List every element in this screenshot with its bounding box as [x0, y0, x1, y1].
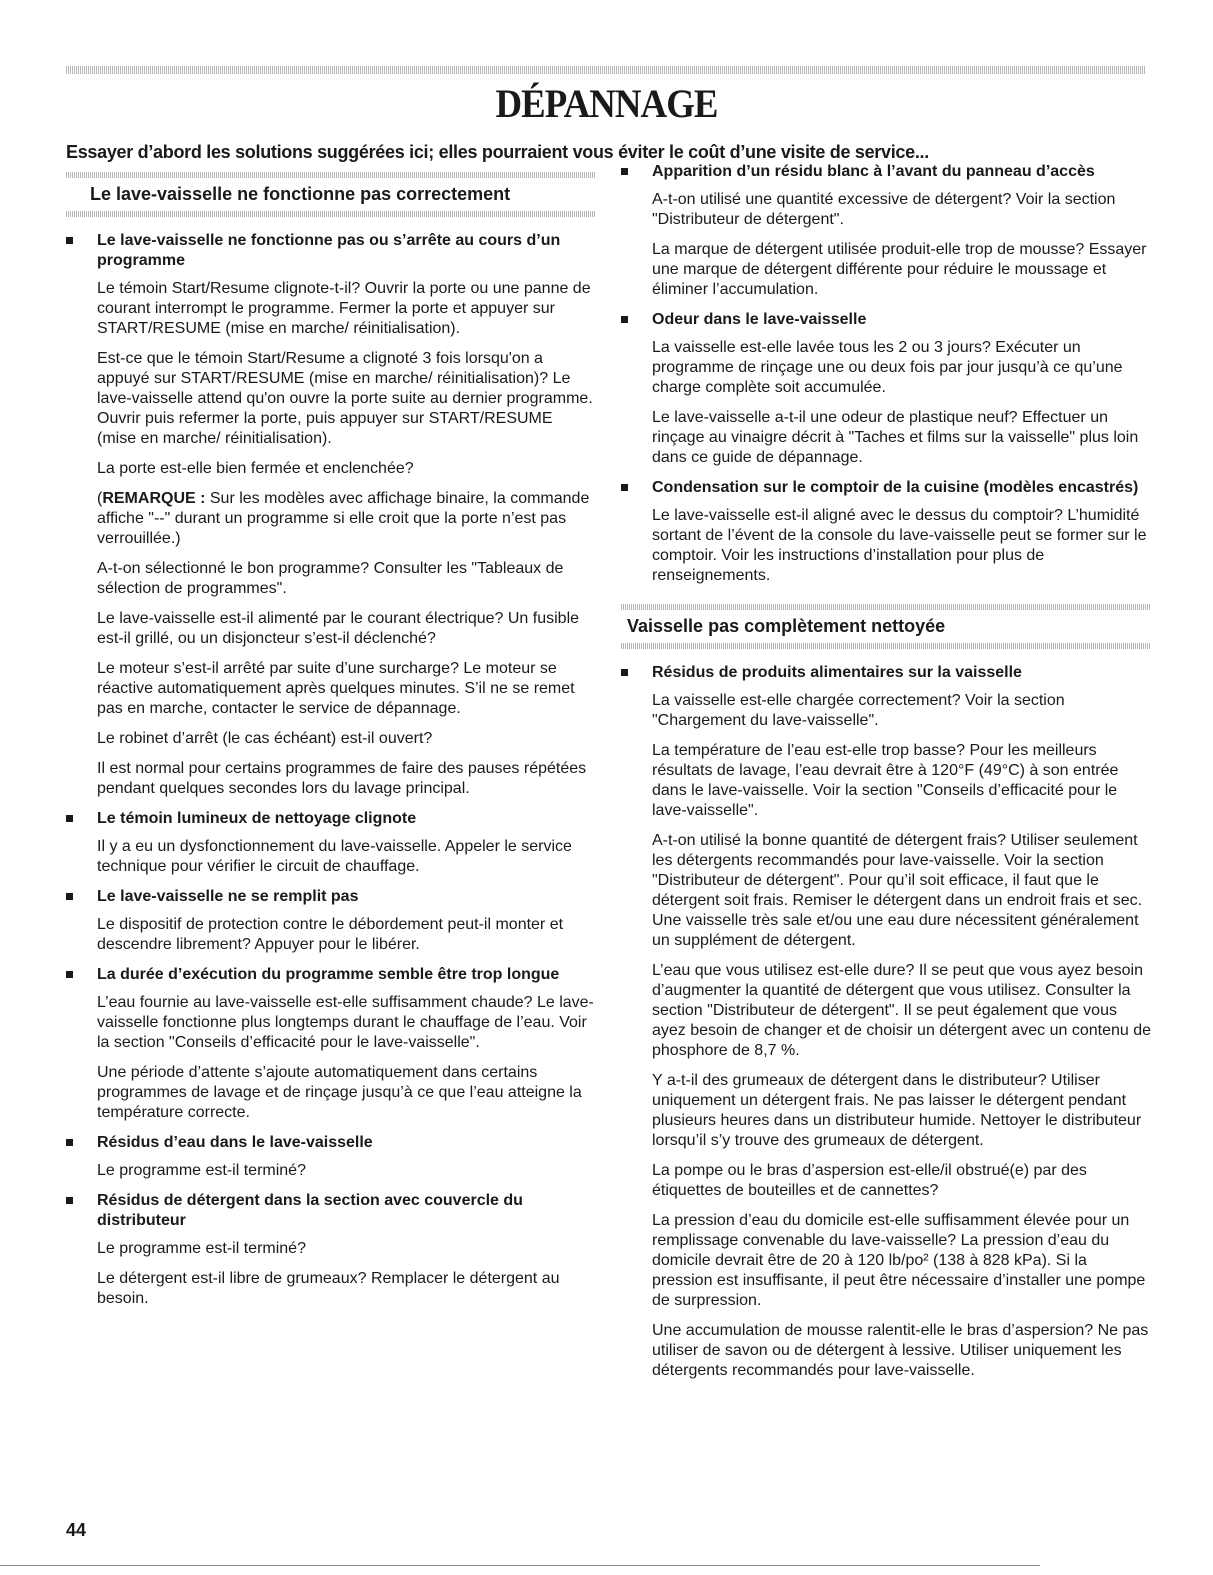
- paragraph: Est-ce que le témoin Start/Resume a clignoté 3 fois lorsqu'on a appuyé sur START/RESUME (mise en marche/ réinitialisation)? Le lave-vaisselle attend qu'on ouvre la porte suite au dernier programme. Ouvrir puis refermer la porte, puis appuyer sur START/RESUME (mise en marche/ réinitialisation).: [97, 350, 593, 447]
- item-heading: [621, 310, 1151, 330]
- paragraph: A-t-on utilisé une quantité excessive de détergent? Voir la section "Distributeur de détergent".: [652, 191, 1116, 228]
- page-title: DÉPANNAGE: [495, 81, 718, 126]
- item-heading: [66, 809, 596, 829]
- paragraph: La vaisselle est-elle lavée tous les 2 ou 3 jours? Exécuter un programme de rinçage une ou deux fois par jour jusqu’à ce qu’une charge complète soit accumulée.: [652, 339, 1123, 396]
- heading-text: Le lave-vaisselle ne se remplit pas: [97, 888, 359, 905]
- paragraph: Le dispositif de protection contre le débordement peut-il monter et descendre librement? Appuyer pour le libérer.: [97, 916, 564, 953]
- trouble-item: [621, 478, 1151, 586]
- left-column: [66, 172, 596, 1319]
- paragraph: La température de l’eau est-elle trop basse? Pour les meilleurs résultats de lavage, l’eau devrait être à 120°F (49°C) à son entrée dans le lave-vaisselle. Voir la section "Conseils d’efficacité pour le lave-vaisselle".: [652, 742, 1119, 819]
- bullet-icon: [66, 1139, 73, 1146]
- item-heading: [66, 1191, 596, 1231]
- paragraph: Il y a eu un dysfonctionnement du lave-vaisselle. Appeler le service technique pour vérifier le circuit de chauffage.: [97, 838, 572, 875]
- note-text: Sur les modèles avec affichage binaire, la commande affiche "--" durant un programme si elle croit que la porte n’est pas verrouillée.): [97, 490, 590, 547]
- trouble-item: [66, 965, 596, 1123]
- paragraph: Le robinet d’arrêt (le cas échéant) est-il ouvert?: [97, 730, 433, 747]
- bullet-icon: [621, 168, 628, 175]
- bullet-icon: [66, 237, 73, 244]
- heading-text: Résidus de produits alimentaires sur la vaisselle: [652, 664, 1022, 681]
- section-title: Le lave-vaisselle ne fonctionne pas correctement: [90, 184, 511, 204]
- heading-text: Apparition d’un résidu blanc à l’avant du panneau d’accès: [652, 163, 1095, 180]
- note-paragraph: (REMARQUE : Sur les modèles avec affichage binaire, la commande affiche "--" durant un programme si elle croit que la porte n’est pas verrouillée.): [97, 490, 590, 547]
- dotted-rule: [621, 643, 1151, 649]
- paragraph: Le détergent est-il libre de grumeaux? Remplacer le détergent au besoin.: [97, 1270, 560, 1307]
- paragraph: Le lave-vaisselle est-il aligné avec le dessus du comptoir? L’humidité sortant de l’évent de la console du lave-vaisselle peut se former sur le comptoir. Voir les instructions d’installation pour plus de renseignements.: [652, 507, 1147, 584]
- intro-text: Essayer d’abord les solutions suggérées ici; elles pourraient vous éviter le coût d’une visite de service...: [66, 142, 929, 162]
- note-label: REMARQUE :: [102, 490, 206, 507]
- trouble-item: [66, 1191, 596, 1309]
- paragraph: La porte est-elle bien fermée et enclenchée?: [97, 460, 414, 477]
- right-column: [621, 162, 1151, 1391]
- paragraph: Y a-t-il des grumeaux de détergent dans le distributeur? Utiliser uniquement un détergent frais. Ne pas laisser le détergent pendant plusieurs heures dans un distributeur humide. Nettoyer le distributeur lorsqu’il s’y trouve des grumeaux de détergent.: [652, 1072, 1142, 1149]
- item-heading: [66, 965, 596, 985]
- item-heading: [66, 887, 596, 907]
- paragraph: La vaisselle est-elle chargée correctement? Voir la section "Chargement du lave-vaisselle".: [652, 692, 1065, 729]
- trouble-item: [621, 162, 1151, 300]
- section-header-not-clean: [621, 604, 1151, 649]
- heading-text: Odeur dans le lave-vaisselle: [652, 311, 867, 328]
- item-heading: [621, 162, 1151, 182]
- heading-text: Condensation sur le comptoir de la cuisine (modèles encastrés): [652, 479, 1139, 496]
- item-heading: [621, 663, 1151, 683]
- paragraph: Une accumulation de mousse ralentit-elle le bras d’aspersion? Ne pas utiliser de savon ou de détergent à lessive. Utiliser uniquement les détergents recommandés pour lave-vaisselle.: [652, 1322, 1149, 1379]
- heading-text: La durée d’exécution du programme semble être trop longue: [97, 966, 560, 983]
- trouble-item: [66, 809, 596, 877]
- paragraph: Le moteur s’est-il arrêté par suite d’une surcharge? Le moteur se réactive automatiquement après quelques minutes. S’il ne se remet pas en marche, contacter le service de dépannage.: [97, 660, 575, 717]
- page-number: 44: [66, 1520, 87, 1540]
- dotted-rule: [66, 211, 596, 217]
- trouble-item: [66, 887, 596, 955]
- paragraph: Une période d’attente s’ajoute automatiquement dans certains programmes de lavage et de rinçage jusqu’à ce que l’eau atteigne la température correcte.: [97, 1064, 582, 1121]
- paragraph: Le témoin Start/Resume clignote-t-il? Ouvrir la porte ou une panne de courant interrompt le programme. Fermer la porte et appuyer sur START/RESUME (mise en marche/ réinitialisation).: [97, 280, 591, 337]
- paragraph: A-t-on sélectionné le bon programme? Consulter les "Tableaux de sélection de programmes".: [97, 560, 564, 597]
- paragraph: L’eau fournie au lave-vaisselle est-elle suffisamment chaude? Le lave-vaisselle fonctionne plus longtemps durant le chauffage de l’eau. Voir la section "Conseils d’efficacité pour le lave-vaisselle".: [97, 994, 594, 1051]
- paragraph: Le programme est-il terminé?: [97, 1162, 306, 1179]
- heading-text: Le lave-vaisselle ne fonctionne pas ou s’arrête au cours d’un programme: [97, 232, 561, 269]
- section-header-not-working: [66, 172, 596, 217]
- bullet-icon: [66, 1197, 73, 1204]
- trouble-item: [66, 231, 596, 799]
- item-heading: [66, 1133, 596, 1153]
- heading-text: Résidus d’eau dans le lave-vaisselle: [97, 1134, 373, 1151]
- paragraph: La pompe ou le bras d’aspersion est-elle/il obstrué(e) par des étiquettes de bouteilles et de cannettes?: [652, 1162, 1087, 1199]
- paragraph: Le lave-vaisselle est-il alimenté par le courant électrique? Un fusible est-il grillé, ou un disjoncteur s’est-il déclenché?: [97, 610, 580, 647]
- bullet-icon: [621, 316, 628, 323]
- paragraph: La marque de détergent utilisée produit-elle trop de mousse? Essayer une marque de détergent différente pour réduire le moussage et éliminer l’accumulation.: [652, 241, 1147, 298]
- paragraph: Il est normal pour certains programmes de faire des pauses répétées pendant quelques secondes lors du lavage principal.: [97, 760, 587, 797]
- item-heading: [66, 231, 596, 271]
- bullet-icon: [66, 893, 73, 900]
- heading-text: Le témoin lumineux de nettoyage clignote: [97, 810, 417, 827]
- bullet-icon: [621, 484, 628, 491]
- paragraph: Le programme est-il terminé?: [97, 1240, 306, 1257]
- paragraph: L’eau que vous utilisez est-elle dure? Il se peut que vous ayez besoin d’augmenter la quantité de détergent que vous utilisez. Consulter la section "Distributeur de détergent". Il se peut également que vous ayez besoin de changer et de choisir un détergent avec un contenu de phosphore de 8,7 %.: [652, 962, 1152, 1059]
- bullet-icon: [66, 971, 73, 978]
- bullet-icon: [66, 815, 73, 822]
- paragraph: La pression d’eau du domicile est-elle suffisamment élevée pour un remplissage convenable du lave-vaisselle? La pression d’eau du domicile devrait être de 20 à 120 lb/po² (138 à 828 kPa). Si la pression est insuffisante, il peut être nécessaire d’installer une pompe de surpression.: [652, 1212, 1146, 1309]
- heading-text: Résidus de détergent dans la section avec couvercle du distributeur: [97, 1192, 523, 1229]
- bottom-rule: [0, 1565, 1040, 1566]
- trouble-item: [621, 663, 1151, 1381]
- top-dotted-rule: [66, 66, 1146, 74]
- item-heading: [621, 478, 1151, 498]
- bullet-icon: [621, 669, 628, 676]
- trouble-item: [621, 310, 1151, 468]
- paragraph: Le lave-vaisselle a-t-il une odeur de plastique neuf? Effectuer un rinçage au vinaigre décrit à "Taches et films sur la vaisselle" plus loin dans ce guide de dépannage.: [652, 409, 1139, 466]
- section-title: Vaisselle pas complètement nettoyée: [627, 616, 946, 636]
- trouble-item: [66, 1133, 596, 1181]
- paragraph: A-t-on utilisé la bonne quantité de détergent frais? Utiliser seulement les détergents recommandés pour lave-vaisselle. Voir la section "Distributeur de détergent". Pour qu’il soit efficace, il faut que le détergent soit frais. Remiser le détergent dans un endroit frais et sec. Une vaisselle très sale et/ou une eau dure nécessitent généralement un supplément de détergent.: [652, 832, 1143, 949]
